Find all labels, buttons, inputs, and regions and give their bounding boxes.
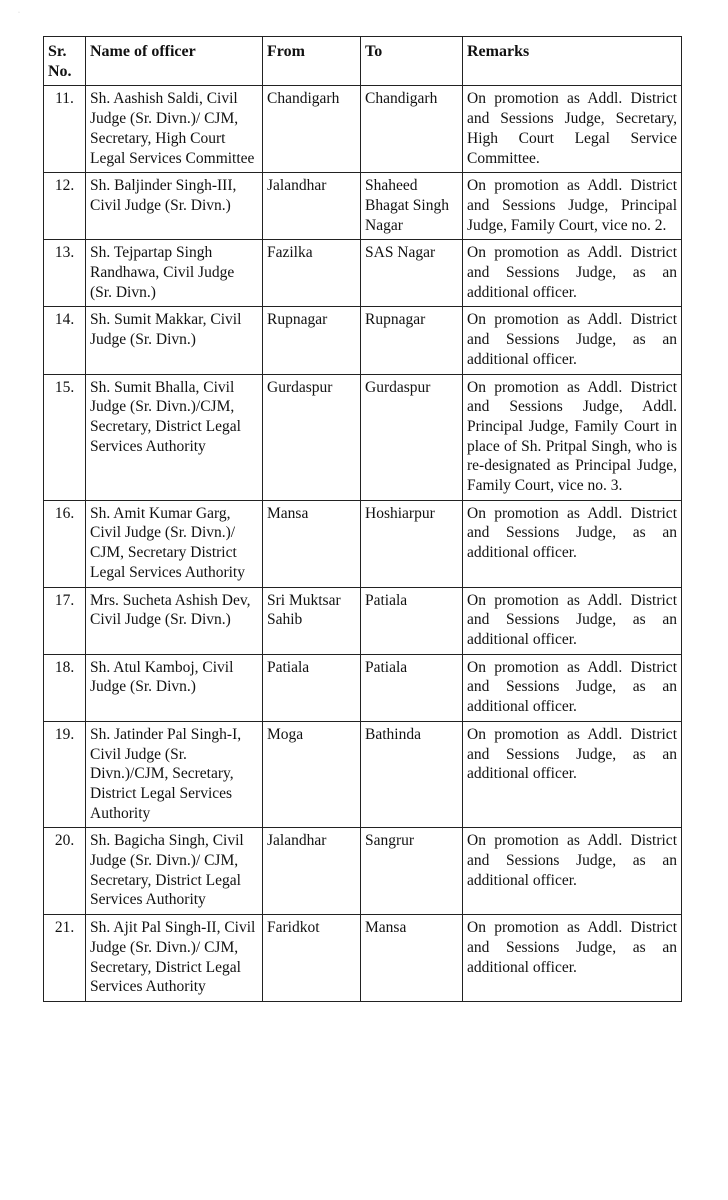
sr-no-cell: 11. — [44, 86, 86, 173]
remarks-cell: On promotion as Addl. District and Sessions Judge, Secretary, High Court Legal Service Committee. — [463, 86, 682, 173]
officer-name-cell: Sh. Baljinder Singh-III, Civil Judge (Sr. Divn.) — [86, 173, 263, 240]
sr-no-cell: 15. — [44, 374, 86, 500]
from-cell: Jalandhar — [263, 173, 361, 240]
from-cell: Chandigarh — [263, 86, 361, 173]
sr-no-cell: 18. — [44, 654, 86, 721]
table-row — [44, 374, 682, 500]
remarks-cell: On promotion as Addl. District and Sessions Judge, as an additional officer. — [463, 654, 682, 721]
table-row — [44, 500, 682, 587]
officer-name-cell: Mrs. Sucheta Ashish Dev, Civil Judge (Sr. Divn.) — [86, 587, 263, 654]
to-cell: Bathinda — [361, 721, 463, 828]
transfer-orders-table — [43, 36, 682, 1002]
officer-name-cell: Sh. Jatinder Pal Singh-I, Civil Judge (Sr. Divn.)/CJM, Secretary, District Legal Services Authority — [86, 721, 263, 828]
officer-name-cell: Sh. Ajit Pal Singh-II, Civil Judge (Sr. Divn.)/ CJM, Secretary, District Legal Services Authority — [86, 915, 263, 1002]
from-cell: Rupnagar — [263, 307, 361, 374]
from-cell: Patiala — [263, 654, 361, 721]
to-cell: Shaheed Bhagat Singh Nagar — [361, 173, 463, 240]
from-cell: Mansa — [263, 500, 361, 587]
header-row — [44, 37, 682, 86]
table-row — [44, 173, 682, 240]
table-body — [44, 86, 682, 1002]
to-cell: Sangrur — [361, 828, 463, 915]
table-row — [44, 721, 682, 828]
officer-name-cell: Sh. Amit Kumar Garg, Civil Judge (Sr. Divn.)/ CJM, Secretary District Legal Services Authority — [86, 500, 263, 587]
to-cell: Patiala — [361, 654, 463, 721]
table-row — [44, 240, 682, 307]
officer-name-cell: Sh. Bagicha Singh, Civil Judge (Sr. Divn.)/ CJM, Secretary, District Legal Services Authority — [86, 828, 263, 915]
to-cell: Chandigarh — [361, 86, 463, 173]
sr-no-cell: 20. — [44, 828, 86, 915]
remarks-cell: On promotion as Addl. District and Sessions Judge, Addl. Principal Judge, Family Court in place of Sh. Pritpal Singh, who is re-designated as Principal Judge, Family Court, vice no. 3. — [463, 374, 682, 500]
from-cell: Moga — [263, 721, 361, 828]
from-cell: Fazilka — [263, 240, 361, 307]
header-from: From — [263, 37, 361, 86]
table-row — [44, 587, 682, 654]
remarks-cell: On promotion as Addl. District and Sessions Judge, as an additional officer. — [463, 915, 682, 1002]
officer-name-cell: Sh. Sumit Bhalla, Civil Judge (Sr. Divn.)/CJM, Secretary, District Legal Services Authority — [86, 374, 263, 500]
table-row — [44, 828, 682, 915]
table-row — [44, 307, 682, 374]
sr-no-cell: 21. — [44, 915, 86, 1002]
to-cell: Patiala — [361, 587, 463, 654]
scan-speck: · — [18, 10, 20, 16]
sr-no-cell: 13. — [44, 240, 86, 307]
sr-no-cell: 19. — [44, 721, 86, 828]
from-cell: Sri Muktsar Sahib — [263, 587, 361, 654]
to-cell: Hoshiarpur — [361, 500, 463, 587]
sr-no-cell: 14. — [44, 307, 86, 374]
remarks-cell: On promotion as Addl. District and Sessions Judge, as an additional officer. — [463, 587, 682, 654]
remarks-cell: On promotion as Addl. District and Sessions Judge, as an additional officer. — [463, 721, 682, 828]
remarks-cell: On promotion as Addl. District and Sessions Judge, as an additional officer. — [463, 240, 682, 307]
table-header — [44, 37, 682, 86]
table-row — [44, 915, 682, 1002]
sr-no-cell: 17. — [44, 587, 86, 654]
from-cell: Faridkot — [263, 915, 361, 1002]
from-cell: Jalandhar — [263, 828, 361, 915]
header-remarks: Remarks — [463, 37, 682, 86]
header-to: To — [361, 37, 463, 86]
sr-no-cell: 12. — [44, 173, 86, 240]
from-cell: Gurdaspur — [263, 374, 361, 500]
remarks-cell: On promotion as Addl. District and Sessions Judge, Principal Judge, Family Court, vice no. 2. — [463, 173, 682, 240]
officer-name-cell: Sh. Sumit Makkar, Civil Judge (Sr. Divn.) — [86, 307, 263, 374]
header-name-of-officer: Name of officer — [86, 37, 263, 86]
to-cell: Rupnagar — [361, 307, 463, 374]
sr-no-cell: 16. — [44, 500, 86, 587]
to-cell: Gurdaspur — [361, 374, 463, 500]
to-cell: SAS Nagar — [361, 240, 463, 307]
table-row — [44, 86, 682, 173]
header-sr-no: Sr. No. — [44, 37, 86, 86]
to-cell: Mansa — [361, 915, 463, 1002]
remarks-cell: On promotion as Addl. District and Sessions Judge, as an additional officer. — [463, 828, 682, 915]
remarks-cell: On promotion as Addl. District and Sessions Judge, as an additional officer. — [463, 307, 682, 374]
table-row — [44, 654, 682, 721]
remarks-cell: On promotion as Addl. District and Sessions Judge, as an additional officer. — [463, 500, 682, 587]
officer-name-cell: Sh. Atul Kamboj, Civil Judge (Sr. Divn.) — [86, 654, 263, 721]
officer-name-cell: Sh. Aashish Saldi, Civil Judge (Sr. Divn.)/ CJM, Secretary, High Court Legal Services Committee — [86, 86, 263, 173]
officer-name-cell: Sh. Tejpartap Singh Randhawa, Civil Judge (Sr. Divn.) — [86, 240, 263, 307]
